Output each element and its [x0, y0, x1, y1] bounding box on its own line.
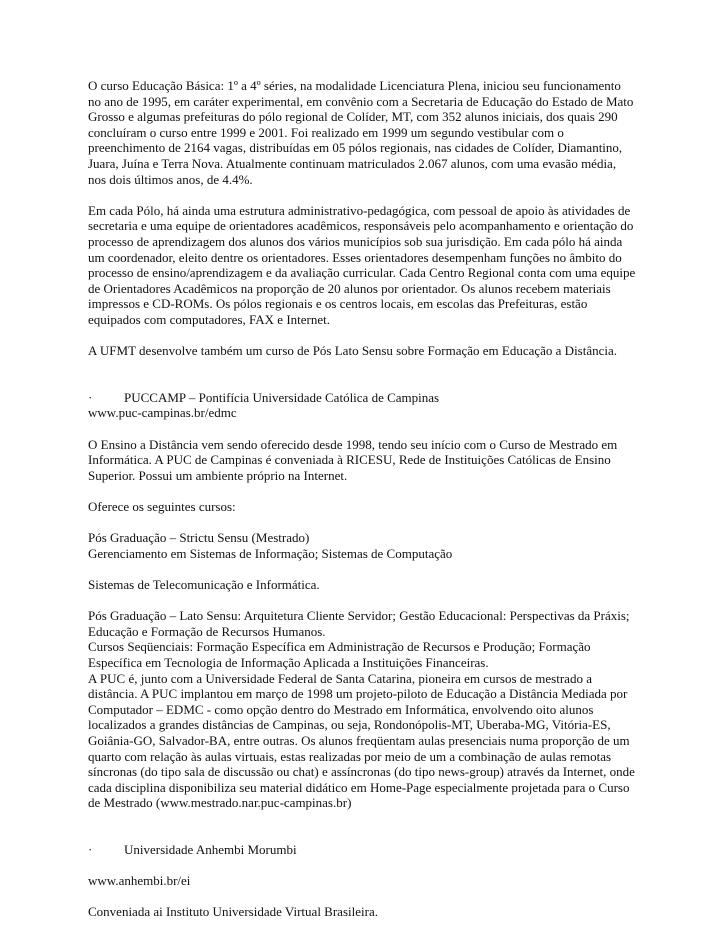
puc-bullet-heading [88, 390, 636, 406]
ufmt-paragraph-1: O curso Educação Básica: 1º a 4º séries, na modalidade Licenciatura Plena, iniciou seu funcionamento no ano de 1995, em caráter experimental, em convênio com a Secretaria de Educação do Estado de Mato Grosso e algumas prefeituras do pólo regional de Colíder, MT, com 352 alunos iniciais, dos quais 290 concluíram o curso entre 1999 e 2001. Foi realizado em 1999 um segundo vestibular com o preenchimento de 2164 vagas, distribuídas em 05 pólos regionais, nas cidades de Colíder, Diamantino, Juara, Juína e Terra Nova. Atualmente continuam matriculados 2.067 alunos, com uma evasão média, nos dois últimos anos, de 4.4%. [88, 78, 634, 187]
document-page [88, 78, 636, 920]
puc-paragraph-2: Oferece os seguintes cursos: [88, 499, 236, 515]
ufmt-paragraph-2: Em cada Pólo, há ainda uma estrutura administrativo-pedagógica, com pessoal de apoio às atividades de secretaria e uma equipe de orientadores acadêmicos, responsáveis pelo acompanhamento e orientação do processo de aprendizagem dos alunos dos vários municípios sob sua jurisdição. Em cada pólo há ainda um coordenador, eleito dentre os orientadores. Esses orientadores desempenham funções no âmbito do processo de ensino/aprendizagem e da avaliação curricular. Cada Centro Regional conta com uma equipe de Orientadores Acadêmicos na proporção de 20 alunos por orientador. Os alunos recebem materiais impressos e CD-ROMs. Os pólos regionais e os centros locais, em escolas das Prefeituras, estão equipados com computadores, FAX e Internet. [88, 202, 636, 327]
bullet-icon: · [88, 389, 93, 405]
puc-stricto-heading: Pós Graduação – Strictu Sensu (Mestrado) [88, 530, 310, 546]
puc-sequential-courses: Cursos Seqüenciais: Formação Específica em Administração de Recursos e Produção; Formação Específica em Tecnologia de Informação Aplicada a Instituições Financeiras. [88, 639, 591, 670]
anhembi-url-link[interactable]: www.anhembi.br/ei [88, 873, 191, 889]
anhembi-bullet-heading [88, 842, 636, 858]
bullet-icon: · [88, 842, 93, 858]
puc-lato-courses: Pós Graduação – Lato Sensu: Arquitetura Cliente Servidor; Gestão Educacional: Perspectivas da Práxis; Educação e Formação de Recursos Humanos. [88, 608, 630, 639]
anhembi-paragraph-1: Conveniada ai Instituto Universidade Virtual Brasileira. [88, 904, 378, 920]
anhembi-title: Universidade Anhembi Morumbi [124, 842, 297, 858]
puc-paragraph-4: Sistemas de Telecomunicação e Informática. [88, 577, 320, 592]
ufmt-paragraph-3: A UFMT desenvolve também um curso de Pós Lato Sensu sobre Formação em Educação a Distância. [88, 343, 618, 359]
puc-url-link[interactable]: www.puc-campinas.br/edmc [88, 405, 237, 421]
puc-ufsc-paragraph: A PUC é, junto com a Universidade Federal de Santa Catarina, pioneira em cursos de mestrado a distância. A PUC implantou em março de 1998 um projeto-piloto de Educação a Distância Mediada por Computador – EDMC - como opção dentro do Mestrado em Informática, envolvendo oito alunos localizados a grandes distâncias de Campinas, ou seja, Rondonópolis-MT, Uberaba-MG, Vitória-ES, Goiânia-GO, Salvador-BA, entre outras. Os alunos freqüentam aulas presenciais numa proporção de um quarto com relação às aulas virtuais, estas realizadas por meio de um a combinação de aulas remotas síncronas (do tipo sala de discussão ou chat) e assíncronas (do tipo news-group) através da Internet, onde cada disciplina disponibiliza seu material didático em Home-Page especialmente projetada para o Curso de Mestrado (www.mestrado.nar.puc-campinas.br) [88, 670, 635, 811]
puc-title: PUCCAMP – Pontifícia Universidade Católica de Campinas [124, 389, 440, 405]
puc-paragraph-1: O Ensino a Distância vem sendo oferecido desde 1998, tendo seu início com o Curso de Mestrado em Informática. A PUC de Campinas é conveniada à RICESU, Rede de Instituições Católicas de Ensino Superior. Possui um ambiente próprio na Internet. [88, 436, 618, 483]
puc-stricto-courses: Gerenciamento em Sistemas de Informação; Sistemas de Computação [88, 545, 453, 561]
